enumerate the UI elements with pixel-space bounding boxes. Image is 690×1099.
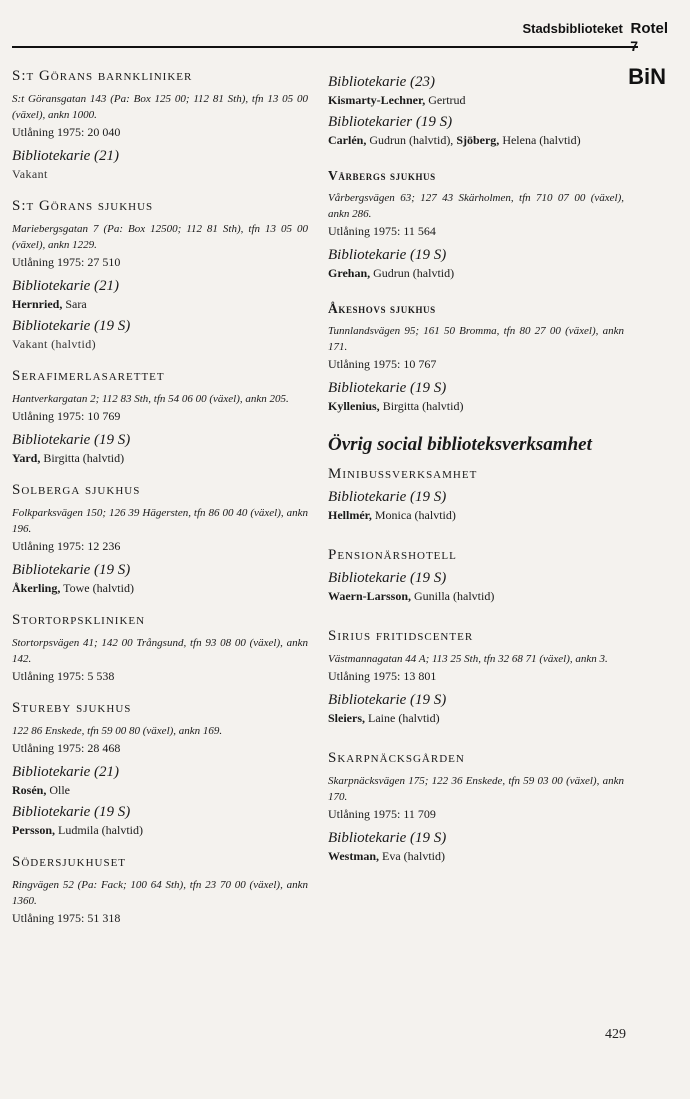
person-line [328, 589, 624, 604]
entry-title: Stortorpskliniken [12, 612, 146, 628]
person-surname: Carlén, [328, 133, 367, 147]
person-line [12, 823, 308, 838]
running-head-title: Stadsbiblioteket [522, 21, 623, 36]
person-line [328, 711, 624, 726]
role-title: Bibliotekarie (19 S) [328, 489, 447, 505]
entry-loan: Utlåning 1975: 13 801 [328, 669, 437, 683]
entry-address: Folkparksvägen 150; 126 39 Hägersten, tfn 86 00 40 (växel), ankn 196. [12, 507, 308, 535]
role-title: Bibliotekarie (19 S) [328, 830, 447, 846]
person-firstname: Towe (halvtid) [63, 581, 134, 595]
left-column [12, 68, 308, 942]
person-line [328, 849, 624, 864]
role-title: Bibliotekarier (19 S) [328, 114, 453, 130]
person-surname: Rosén, [12, 783, 47, 797]
entry [328, 168, 624, 281]
section-heading: Övrig social biblioteksverksamhet [328, 434, 592, 455]
entry [328, 547, 624, 604]
entry-title: Stureby sjukhus [12, 700, 132, 716]
role-title: Bibliotekarie (19 S) [328, 570, 447, 586]
entry-loan: Utlåning 1975: 10 767 [328, 357, 437, 371]
page-number: 429 [605, 1027, 626, 1042]
person-line [12, 783, 308, 798]
role-title: Bibliotekarie (19 S) [12, 804, 131, 820]
entry-loan: Utlåning 1975: 10 769 [12, 409, 121, 423]
person-firstname: Birgitta (halvtid) [382, 399, 464, 413]
entry-loan: Utlåning 1975: 5 538 [12, 669, 115, 683]
person-line [12, 297, 308, 312]
right-column [328, 68, 624, 888]
right-column-top [328, 74, 624, 414]
person-line [328, 93, 624, 108]
person-surname: Åkerling, [12, 581, 61, 595]
entry-address: Vårbergsvägen 63; 127 43 Skärholmen, tfn 710 07 00 (växel), ankn 286. [328, 192, 624, 220]
person-firstname: Gertrud [428, 93, 466, 107]
person-firstname: Monica (halvtid) [374, 508, 456, 522]
entry-title: Solberga sjukhus [12, 482, 141, 498]
role-title: Bibliotekarie (23) [328, 74, 436, 90]
entry-loan: Utlåning 1975: 51 318 [12, 911, 121, 925]
person-firstname: Sara [65, 297, 87, 311]
entry-loan: Utlåning 1975: 11 709 [328, 807, 436, 821]
person-line [12, 167, 308, 182]
entry-loan: Utlåning 1975: 27 510 [12, 255, 121, 269]
entry-title: Skarpnäcksgården [328, 750, 465, 766]
role-title: Bibliotekarie (19 S) [328, 380, 447, 396]
person-surname: Sjöberg, [456, 133, 500, 147]
person-firstname: Olle [49, 783, 71, 797]
person-surname: Kyllenius, [328, 399, 380, 413]
entry [328, 750, 624, 864]
entry [328, 628, 624, 726]
person-surname: Sleiers, [328, 711, 365, 725]
person-line [12, 581, 308, 596]
person-surname: Westman, [328, 849, 379, 863]
right-column-bottom [328, 466, 624, 864]
entry [12, 700, 308, 838]
entry-address: Skarpnäcksvägen 175; 122 36 Enskede, tfn 59 03 00 (växel), ankn 170. [328, 775, 624, 803]
bin-mark: BiN [628, 64, 666, 89]
entry-address: Västmannagatan 44 A; 113 25 Sth, tfn 32 68 71 (växel), ankn 3. [328, 653, 608, 665]
person-surname: Grehan, [328, 266, 371, 280]
entry-title: Södersjukhuset [12, 854, 127, 870]
entry-title: Vårbergs sjukhus [328, 168, 436, 183]
entry-loan: Utlåning 1975: 20 040 [12, 125, 121, 139]
person-firstname: Eva (halvtid) [382, 849, 445, 863]
role-title: Bibliotekarie (19 S) [328, 692, 447, 708]
entry-title: Minibussverksamhet [328, 466, 478, 482]
entry-address: 122 86 Enskede, tfn 59 00 80 (växel), ankn 169. [12, 725, 223, 737]
entry [328, 466, 624, 523]
entry [328, 74, 624, 148]
person-line [328, 266, 624, 281]
entry-title: S:t Görans sjukhus [12, 198, 154, 214]
entry-title: Sirius fritidscenter [328, 628, 474, 644]
entry-title: Pensionärshotell [328, 547, 457, 563]
person-surname: Kismarty-Lechner, [328, 93, 426, 107]
entry [12, 482, 308, 596]
role-title: Bibliotekarie (19 S) [12, 318, 131, 334]
person-line [328, 508, 624, 523]
entry [12, 368, 308, 466]
person-firstname: Ludmila (halvtid) [58, 823, 143, 837]
person-surname: Hernried, [12, 297, 63, 311]
person-surname: Hellmér, [328, 508, 372, 522]
person-firstname: Helena (halvtid) [502, 133, 581, 147]
entry-address: Ringvägen 52 (Pa: Fack; 100 64 Sth), tfn 23 70 00 (växel), ankn 1360. [12, 879, 308, 907]
vacant-label: Vakant [12, 167, 48, 181]
entry-title: Serafimerlasarettet [12, 368, 165, 384]
role-title: Bibliotekarie (19 S) [328, 247, 447, 263]
entry-address: Hantverkargatan 2; 112 83 Sth, tfn 54 06 00 (växel), ankn 205. [12, 393, 289, 405]
role-title: Bibliotekarie (19 S) [12, 562, 131, 578]
person-surname: Yard, [12, 451, 41, 465]
vacant-label: Vakant (halvtid) [12, 337, 97, 351]
person-firstname: Gunilla (halvtid) [414, 589, 495, 603]
entry [12, 68, 308, 182]
entry-title: S:t Görans barnkliniker [12, 68, 193, 84]
person-surname: Persson, [12, 823, 55, 837]
person-line [12, 337, 308, 352]
header-rule [12, 46, 638, 48]
role-title: Bibliotekarie (21) [12, 278, 120, 294]
entry [328, 301, 624, 414]
role-title: Bibliotekarie (21) [12, 148, 120, 164]
running-head [522, 20, 668, 37]
entry-address: Tunnlandsvägen 95; 161 50 Bromma, tfn 80 27 00 (växel), ankn 171. [328, 325, 624, 353]
entry-address: S:t Göransgatan 143 (Pa: Box 125 00; 112 81 Sth), tfn 13 05 00 (växel), ankn 1000. [12, 93, 308, 121]
person-firstname: Gudrun (halvtid), [369, 133, 454, 147]
role-title: Bibliotekarie (19 S) [12, 432, 131, 448]
entry-loan: Utlåning 1975: 11 564 [328, 224, 436, 238]
running-head-rotel: Rotel [630, 20, 668, 37]
person-line [12, 451, 308, 466]
person-line [328, 399, 624, 414]
person-firstname: Birgitta (halvtid) [43, 451, 125, 465]
entry-loan: Utlåning 1975: 28 468 [12, 741, 121, 755]
entry-loan: Utlåning 1975: 12 236 [12, 539, 121, 553]
rotel-number: 7 [630, 38, 638, 54]
person-firstname: Gudrun (halvtid) [373, 266, 455, 280]
entry-title: Åkeshovs sjukhus [328, 301, 436, 316]
person-firstname: Laine (halvtid) [368, 711, 440, 725]
role-title: Bibliotekarie (21) [12, 764, 120, 780]
entry [12, 854, 308, 926]
entry [12, 198, 308, 352]
entry-address: Mariebergsgatan 7 (Pa: Box 12500; 112 81 Sth), tfn 13 05 00 (växel), ankn 1229. [12, 223, 308, 251]
entry [12, 612, 308, 684]
person-line [328, 133, 624, 148]
person-surname: Waern-Larsson, [328, 589, 412, 603]
entry-address: Stortorpsvägen 41; 142 00 Trångsund, tfn 93 08 00 (växel), ankn 142. [12, 637, 308, 665]
